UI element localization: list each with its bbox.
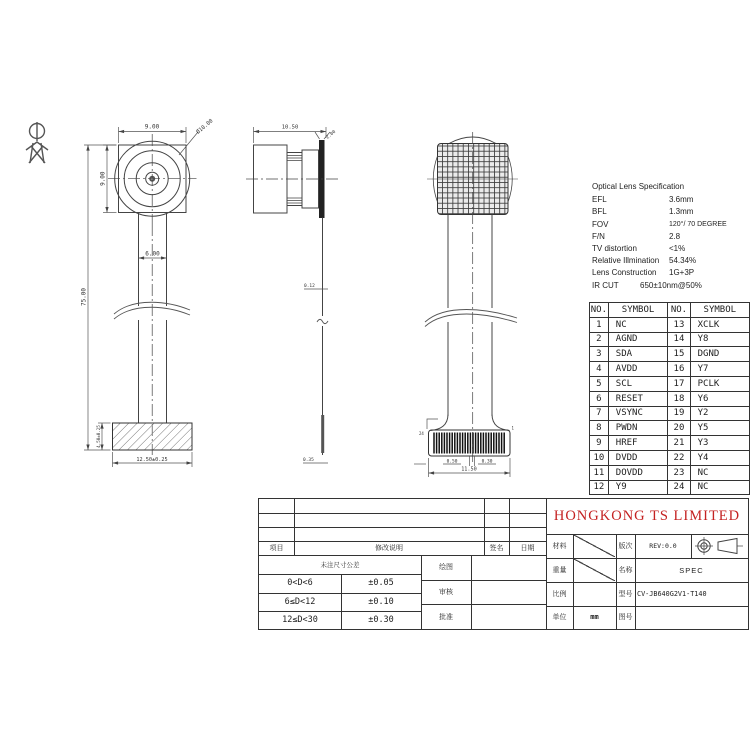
table-row: 1 NC 13 XCLK (590, 317, 750, 332)
material-diagonal (574, 535, 615, 557)
rev-label: 版次 (618, 543, 633, 550)
table-row: 8 PWDN 20 Y5 (590, 421, 750, 436)
connector-pins (434, 433, 504, 454)
tolerance-range-2: 6≤D<12 (284, 596, 316, 607)
front-view (108, 134, 197, 455)
table-row: 6 RESET 18 Y6 (590, 391, 750, 406)
svg-text:11.50: 11.50 (461, 466, 477, 473)
spec-row-bfl: BFL 1.3mm (592, 207, 694, 217)
front-view-dimensions (81, 117, 215, 467)
table-row: 9 HREF 21 Y3 (590, 436, 750, 451)
table-row: 3 SDA 15 DGND (590, 347, 750, 362)
scale-label: 比例 (552, 590, 567, 598)
pin-assignment-table (589, 302, 750, 495)
tolerance-header: 未注尺寸公差 (320, 562, 360, 569)
third-angle-projection-icon (691, 534, 748, 558)
spec-row-ri: Relative Illmination 54.34% (592, 256, 697, 266)
title-block (258, 498, 749, 630)
table-row: 4 AVDD 16 Y7 (590, 362, 750, 377)
person-icon (26, 122, 48, 163)
rear-view (425, 132, 518, 462)
svg-text:2.00: 2.00 (325, 129, 338, 141)
optical-spec-block (592, 181, 750, 292)
side-view-dimensions (254, 125, 338, 464)
svg-text:0.30: 0.30 (481, 459, 493, 465)
spec-row-fov: FOV 120°/ 70 DEGREE (592, 219, 727, 229)
svg-text:12.50±0.25: 12.50±0.25 (136, 457, 168, 463)
drawing-no-label: 图号 (618, 614, 633, 622)
table-row: 7 VSYNC 19 Y2 (590, 406, 750, 421)
model-label: 型号 (618, 590, 633, 598)
svg-text:9.00: 9.00 (144, 123, 160, 131)
material-label: 材料 (552, 543, 567, 550)
spec-title: Optical Lens Specification (592, 182, 685, 191)
tolerance-range-3: 12≤D<30 (282, 614, 318, 625)
svg-text:24: 24 (419, 431, 424, 436)
svg-text:4.50±0.25: 4.50±0.25 (96, 425, 102, 448)
svg-text:75.00: 75.00 (80, 287, 88, 307)
table-row: 5 SCL 17 PCLK (590, 376, 750, 391)
side-view (246, 141, 341, 456)
table-row: 11 DOVDD 23 NC (590, 465, 750, 480)
rev-value: REV:0.0 (649, 542, 677, 550)
rev-signature-label: 签名 (489, 545, 504, 552)
svg-text:9.00: 9.00 (99, 171, 107, 186)
unit-value: mm (590, 613, 599, 622)
table-row: 12 Y9 24 NC (590, 480, 750, 495)
svg-text:10.50: 10.50 (281, 124, 299, 131)
svg-text:1: 1 (511, 425, 514, 431)
rev-date-label: 日期 (520, 545, 535, 552)
approve-label: 批准 (439, 613, 453, 621)
table-row: 2 AGND 14 Y8 (590, 332, 750, 347)
spec-row-fn: F/N 2.8 (592, 231, 681, 241)
svg-text:Ø10.00: Ø10.00 (195, 118, 215, 136)
tolerance-range-1: 0<D<6 (287, 578, 313, 589)
model-value: CV-JB640G2V1-T140 (637, 589, 707, 598)
check-label: 审核 (439, 588, 453, 596)
svg-text:6.00: 6.00 (145, 250, 160, 258)
svg-text:0.50: 0.50 (446, 459, 458, 465)
pin-table-header: NO. SYMBOL NO. SYMBOL (590, 303, 750, 318)
spec-row-efl: EFL 3.6mm (592, 195, 694, 205)
weight-diagonal (574, 559, 615, 581)
rev-item-label: 项目 (269, 545, 284, 552)
spec-row-ircut: IR CUT 650±10nm@50% (592, 280, 702, 290)
weight-label: 重量 (552, 567, 567, 574)
draw-label: 绘图 (439, 564, 453, 572)
company-name: HONGKONG TS LIMITED (553, 508, 741, 524)
svg-text:0.12: 0.12 (304, 284, 315, 289)
table-row: 10 DVDD 22 Y4 (590, 450, 750, 465)
tolerance-value-3: ±0.30 (368, 614, 394, 625)
spec-row-tv: TV distortion <1% (592, 244, 686, 254)
tolerance-value-1: ±0.05 (368, 578, 394, 589)
tolerance-value-2: ±0.10 (368, 596, 394, 607)
rev-description-label: 修改说明 (375, 545, 403, 552)
unit-label: 单位 (552, 614, 567, 622)
spec-row-lc: Lens Construction 1G+3P (592, 268, 695, 278)
name-value: SPEC (679, 565, 704, 575)
svg-text:0.35: 0.35 (303, 458, 314, 463)
name-label: 名称 (618, 567, 633, 574)
